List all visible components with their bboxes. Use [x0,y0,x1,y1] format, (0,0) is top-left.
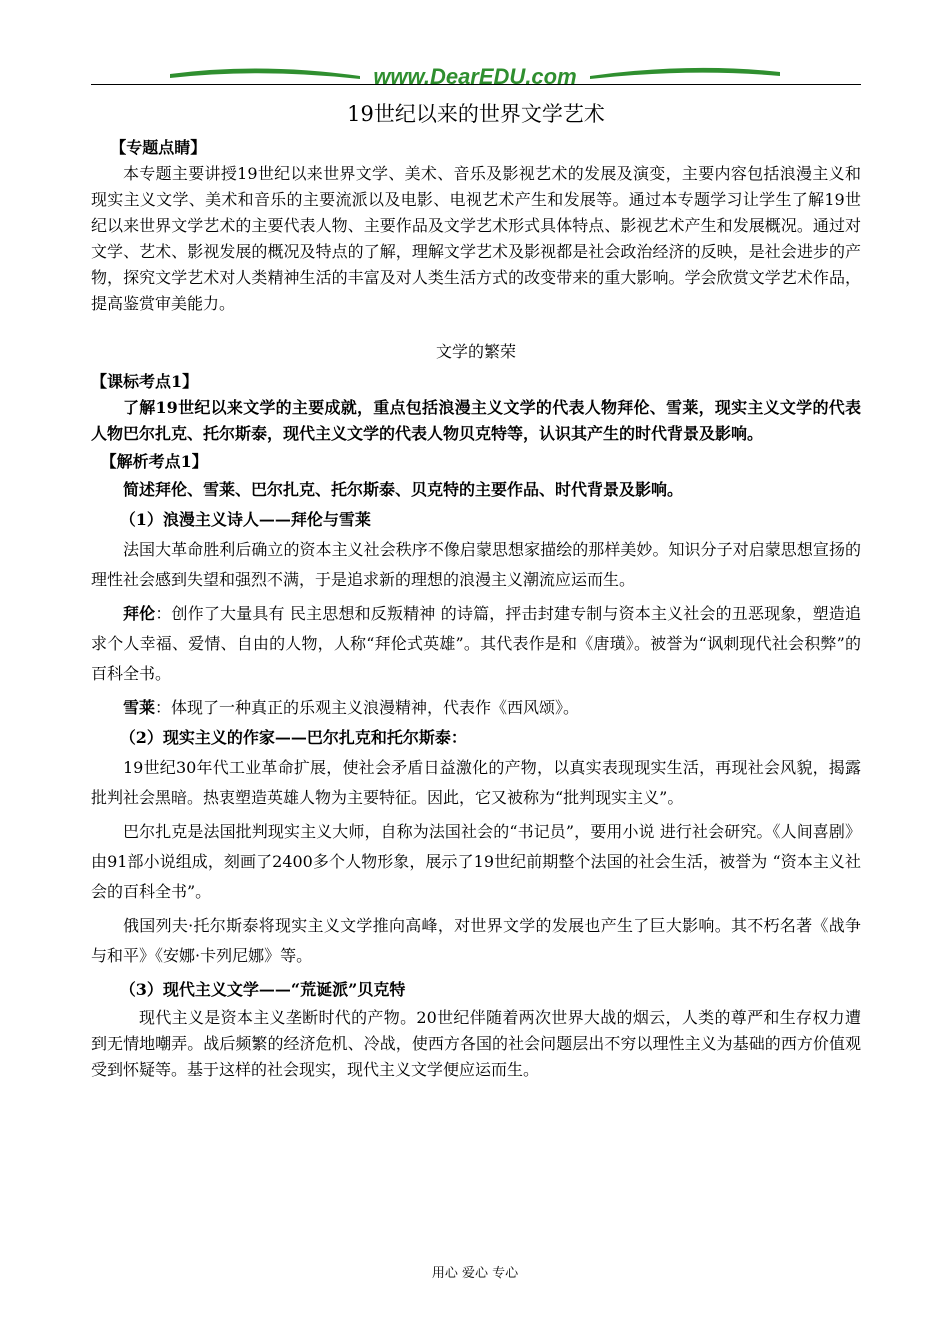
shelley-label: 雪莱 [123,698,156,717]
section-1-paragraph-1: 法国大革命胜利后确立的资本主义社会秩序不像启蒙思想家描绘的那样美妙。知识分子对启蒙思想宣扬的理性社会感到失望和强烈不满，于是追求新的理想的浪漫主义潮流应运而生。 [91,540,861,589]
section-3-paragraph-1: 现代主义是资本主义垄断时代的产物。20世纪伴随着两次世界大战的烟云，人类的尊严和生存权力遭到无情地嘲弄。战后频繁的经济危机、冷战，使西方各国的社会问题层出不穷以理性主义为基础的西方价值观受到怀疑等。基于这样的社会现实，现代主义文学便应运而生。 [91,1008,861,1079]
site-logo [170,60,780,92]
analysis-heading: 【解析考点1】 [100,452,208,471]
section-1-heading: （1）浪漫主义诗人——拜伦与雪莱 [119,510,371,529]
section-2-paragraph-3: 俄国列夫·托尔斯泰将现实主义文学推向高峰，对世界文学的发展也产生了巨大影响。其不朽名著《战争与和平》《安娜·卡列尼娜》等。 [91,916,861,965]
logo-text: www.DearEDU.com [373,64,577,89]
section-2-paragraph-2: 巴尔扎克是法国批判现实主义大师，自称为法国社会的“书记员”，要用小说 进行社会研究。《人间喜剧》由91部小说组成，刻画了2400多个人物形象，展示了19世纪前期整个法国的社会生活，被誉为 “资本主义社会的百科全书”。 [91,822,861,901]
document-page [91,95,861,1083]
section-2-heading: （2）现实主义的作家——巴尔扎克和托尔斯泰： [119,728,467,747]
shelley-text: ：体现了一种真正的乐观主义浪漫精神，代表作《西风颂》。 [155,698,580,717]
kb1-heading: 【课标考点1】 [91,372,199,391]
kb1-paragraph: 了解19世纪以来文学的主要成就，重点包括浪漫主义文学的代表人物拜伦、雪莱，现实主义文学的代表人物巴尔扎克、托尔斯泰，现代主义文学的代表人物贝克特等，认识其产生的时代背景及影响。 [91,398,861,443]
page-footer: 用心 爱心 专心 [431,1266,519,1281]
page-title: 19世纪以来的世界文学艺术 [347,102,605,126]
section-1-paragraph-2 [91,599,861,689]
byron-text: ：创作了大量具有 民主思想和反叛精神 的诗篇，抨击封建专制与资本主义社会的丑恶现象，塑造追求个人幸福、爱情、自由的人物，人称“拜伦式英雄”。其代表作是和《唐璜》。被誉为“讽刺现代社会积弊”的百科全书。 [91,604,861,683]
section-subtitle: 文学的繁荣 [435,342,516,361]
section-1-paragraph-3 [91,693,861,723]
section-3-heading: （3）现代主义文学——“荒诞派”贝克特 [119,980,406,999]
focus-paragraph: 本专题主要讲授19世纪以来世界文学、美术、音乐及影视艺术的发展及演变，主要内容包括浪漫主义和现实主义文学、美术和音乐的主要流派以及电影、电视艺术产生和发展等。通过本专题学习让学生了解19世纪以来世界文学艺术的主要代表人物、主要作品及文学艺术形式具体特点、影视艺术产生和发展概况。通过对文学、艺术、影视发展的概况及特点的了解，理解文学艺术及影视都是社会政治经济的反映，是社会进步的产物，探究文学艺术对人类精神生活的丰富及对人类生活方式的改变带来的重大影响。学会欣赏文学艺术作品，提高鉴赏审美能力。 [91,164,861,313]
section-2-paragraph-1: 19世纪30年代工业革命扩展，使社会矛盾日益激化的产物，以真实表现现实生活，再现社会风貌，揭露批判社会黑暗。热衷塑造英雄人物为主要特征。因此，它又被称为“批判现实主义”。 [91,758,861,807]
logo-swoosh-icon [170,60,780,92]
focus-heading: 【专题点睛】 [110,138,207,157]
header-rule [91,84,861,85]
byron-label: 拜伦 [123,604,156,623]
analysis-paragraph: 简述拜伦、雪莱、巴尔扎克、托尔斯泰、贝克特的主要作品、时代背景及影响。 [123,480,684,499]
